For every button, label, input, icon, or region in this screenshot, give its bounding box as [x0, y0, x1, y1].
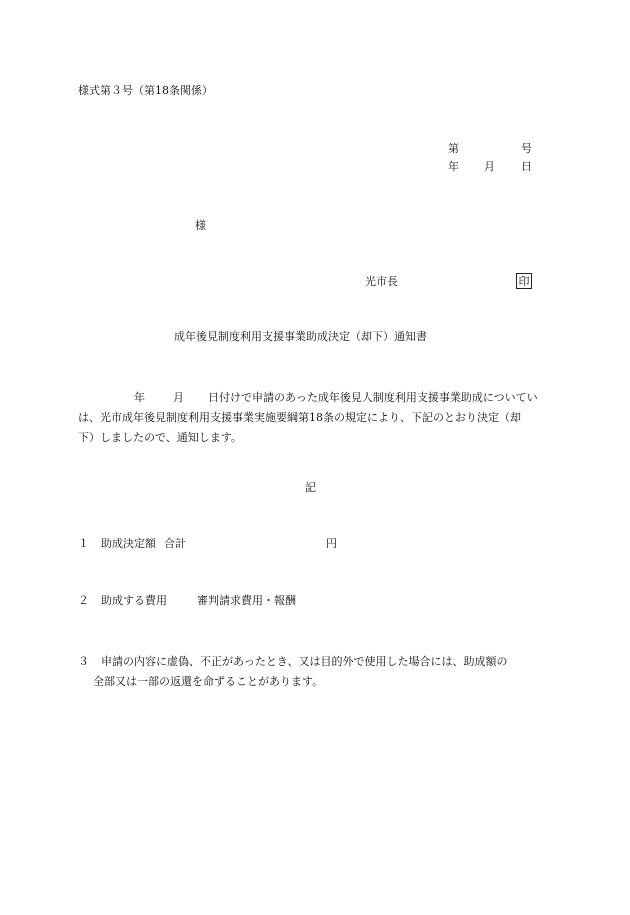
item-grant-amount — [78, 538, 337, 549]
document-title: 成年後見制度利用支援事業助成決定（却下）通知書 — [174, 330, 427, 343]
ki-label: 記 — [305, 481, 316, 494]
item-2-number: ２ — [78, 594, 89, 607]
item-refund-notice — [78, 652, 507, 692]
form-number: 様式第３号（第18条関係） — [78, 84, 213, 97]
issuer-name: 光市長 — [365, 275, 398, 288]
date-year-label: 年 — [448, 160, 459, 173]
item-3-line-2: 全部又は一部の返還を命ずることがあります。 — [93, 675, 324, 688]
seal-stamp: 印 — [516, 273, 532, 289]
item-1-label: 助成決定額 — [101, 537, 156, 550]
body-paragraph — [78, 388, 556, 448]
body-line-1-text: 日付けで申請のあった成年後見人制度利用支援事業助成についてい — [208, 391, 538, 404]
body-line-2: は、光市成年後見制度利用支援事業実施要綱第18条の規定により、下記のとおり決定（却 — [78, 411, 521, 424]
item-2-value: 審判請求費用・報酬 — [197, 594, 296, 607]
item-1-sub-label: 合計 — [164, 537, 186, 550]
item-1-number: １ — [78, 537, 89, 550]
document-number-suffix: 号 — [521, 142, 532, 155]
item-3-number: ３ — [78, 655, 89, 668]
body-line-1 — [78, 388, 556, 408]
item-2-label: 助成する費用 — [101, 594, 167, 607]
item-3-line-1: 申請の内容に虚偽、不正があったとき、又は目的外で使用した場合には、助成額の — [101, 655, 508, 668]
date-month-label: 月 — [484, 160, 495, 173]
body-month-label: 月 — [173, 391, 184, 404]
item-1-unit: 円 — [326, 537, 337, 550]
body-year-label: 年 — [134, 391, 145, 404]
date-day-label: 日 — [521, 160, 532, 173]
document-number-label: 第 — [448, 142, 459, 155]
body-line-3: 下）しましたので、通知します。 — [78, 431, 242, 444]
addressee-honorific: 様 — [195, 219, 206, 232]
item-grant-expense — [78, 595, 296, 606]
